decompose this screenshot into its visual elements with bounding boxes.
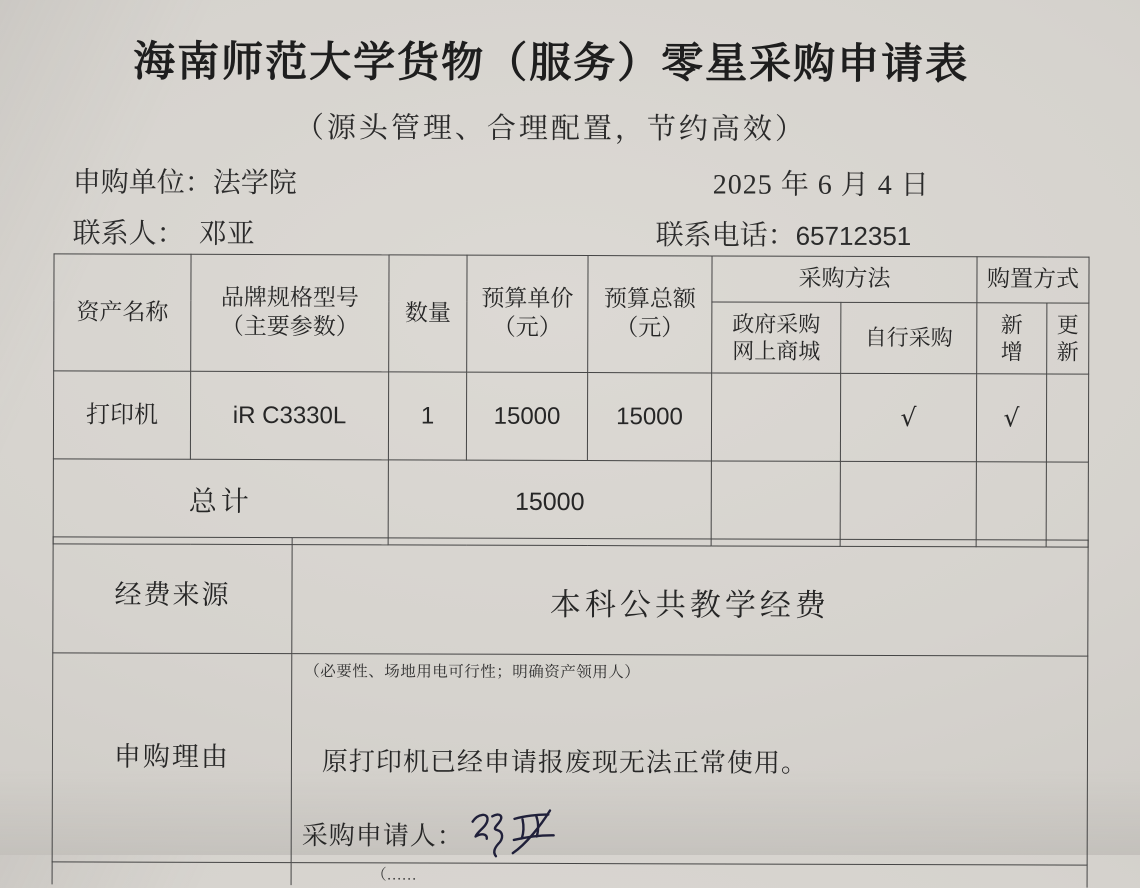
phone-line xyxy=(656,213,912,254)
header-new-add-line2: 增 xyxy=(977,338,1046,366)
header-brand-spec xyxy=(191,254,389,372)
phone-value: 65712351 xyxy=(796,221,912,251)
page-title: 海南师范大学货物（服务）零星采购申请表 xyxy=(1,28,1101,91)
total-empty-new xyxy=(976,462,1046,547)
header-procurement-method: 采购方法 xyxy=(712,256,977,303)
reason-row xyxy=(52,653,1088,865)
header-quantity: 数量 xyxy=(389,255,467,372)
cell-gov-mall xyxy=(711,373,840,461)
phone-label: 联系电话： xyxy=(656,220,796,251)
next-section-partial-row xyxy=(52,862,1087,888)
partial-empty xyxy=(52,862,291,885)
reason-note: （必要性、场地用电可行性；明确资产领用人） xyxy=(304,662,640,682)
reason-label: 申购理由 xyxy=(52,653,292,863)
cell-asset-name: 打印机 xyxy=(53,371,190,459)
table-row xyxy=(53,371,1088,462)
header-unit-price xyxy=(467,255,588,372)
funding-value: 本科公共教学经费 xyxy=(292,538,1088,657)
header-update-line1: 更 xyxy=(1047,311,1088,339)
partial-note-cell xyxy=(291,863,1087,888)
applicant-unit-line xyxy=(73,160,297,201)
total-empty-update xyxy=(1046,462,1088,547)
header-gov-mall xyxy=(712,302,841,373)
header-budget-total xyxy=(588,256,712,373)
header-new-add xyxy=(977,303,1047,374)
applicant-label: 采购申请人： xyxy=(302,821,464,851)
cell-unit-price: 15000 xyxy=(466,372,587,460)
header-budget-total-line1: 预算总额 xyxy=(588,285,711,314)
header-budget-total-line2: （元） xyxy=(588,314,711,343)
contact-value: 邓亚 xyxy=(199,219,255,250)
signature-name-text xyxy=(562,804,563,805)
total-amount: 15000 xyxy=(388,460,711,546)
funding-label: 经费来源 xyxy=(53,537,292,654)
header-unit-price-line2: （元） xyxy=(467,314,587,343)
header-brand-spec-line1: 品牌规格型号 xyxy=(191,284,388,313)
unit-value: 法学院 xyxy=(213,168,297,199)
applicant-line xyxy=(302,806,564,865)
cell-self-checkmark: √ xyxy=(840,373,976,461)
total-row xyxy=(53,459,1088,547)
header-unit-price-line1: 预算单价 xyxy=(467,285,587,314)
contact-line xyxy=(73,211,255,252)
total-empty-self xyxy=(840,461,976,546)
total-empty-gov xyxy=(711,461,840,546)
applicant-signature xyxy=(466,804,566,865)
header-brand-spec-line2: （主要参数） xyxy=(191,313,388,342)
signature-scribble xyxy=(466,804,565,862)
header-new-add-line1: 新 xyxy=(977,311,1046,339)
cell-update xyxy=(1046,374,1088,462)
total-label: 总计 xyxy=(53,459,388,545)
cell-total: 15000 xyxy=(587,373,711,461)
header-self-procurement: 自行采购 xyxy=(841,302,977,373)
header-gov-mall-line2: 网上商城 xyxy=(712,337,840,365)
cell-new-checkmark: √ xyxy=(976,374,1046,462)
date-field: 2025 年 6 月 4 日 xyxy=(713,162,930,203)
header-asset-name: 资产名称 xyxy=(54,254,191,371)
procurement-table xyxy=(53,253,1090,547)
header-update-line2: 新 xyxy=(1047,338,1088,366)
partial-note: （…… xyxy=(292,866,1087,887)
cell-qty: 1 xyxy=(388,372,466,460)
header-update xyxy=(1047,303,1089,374)
contact-label: 联系人： xyxy=(73,218,185,249)
cell-spec: iR C3330L xyxy=(190,371,388,460)
unit-label: 申购单位： xyxy=(73,167,213,198)
header-gov-mall-line1: 政府采购 xyxy=(712,310,840,338)
funding-row xyxy=(53,537,1088,656)
header-purchase-mode: 购置方式 xyxy=(977,257,1089,303)
lower-table xyxy=(52,536,1089,887)
reason-text: 原打印机已经申请报废现无法正常使用。 xyxy=(322,746,808,780)
reason-cell xyxy=(291,654,1088,865)
page-subtitle: （源头管理、合理配置，节约高效） xyxy=(1,104,1101,148)
